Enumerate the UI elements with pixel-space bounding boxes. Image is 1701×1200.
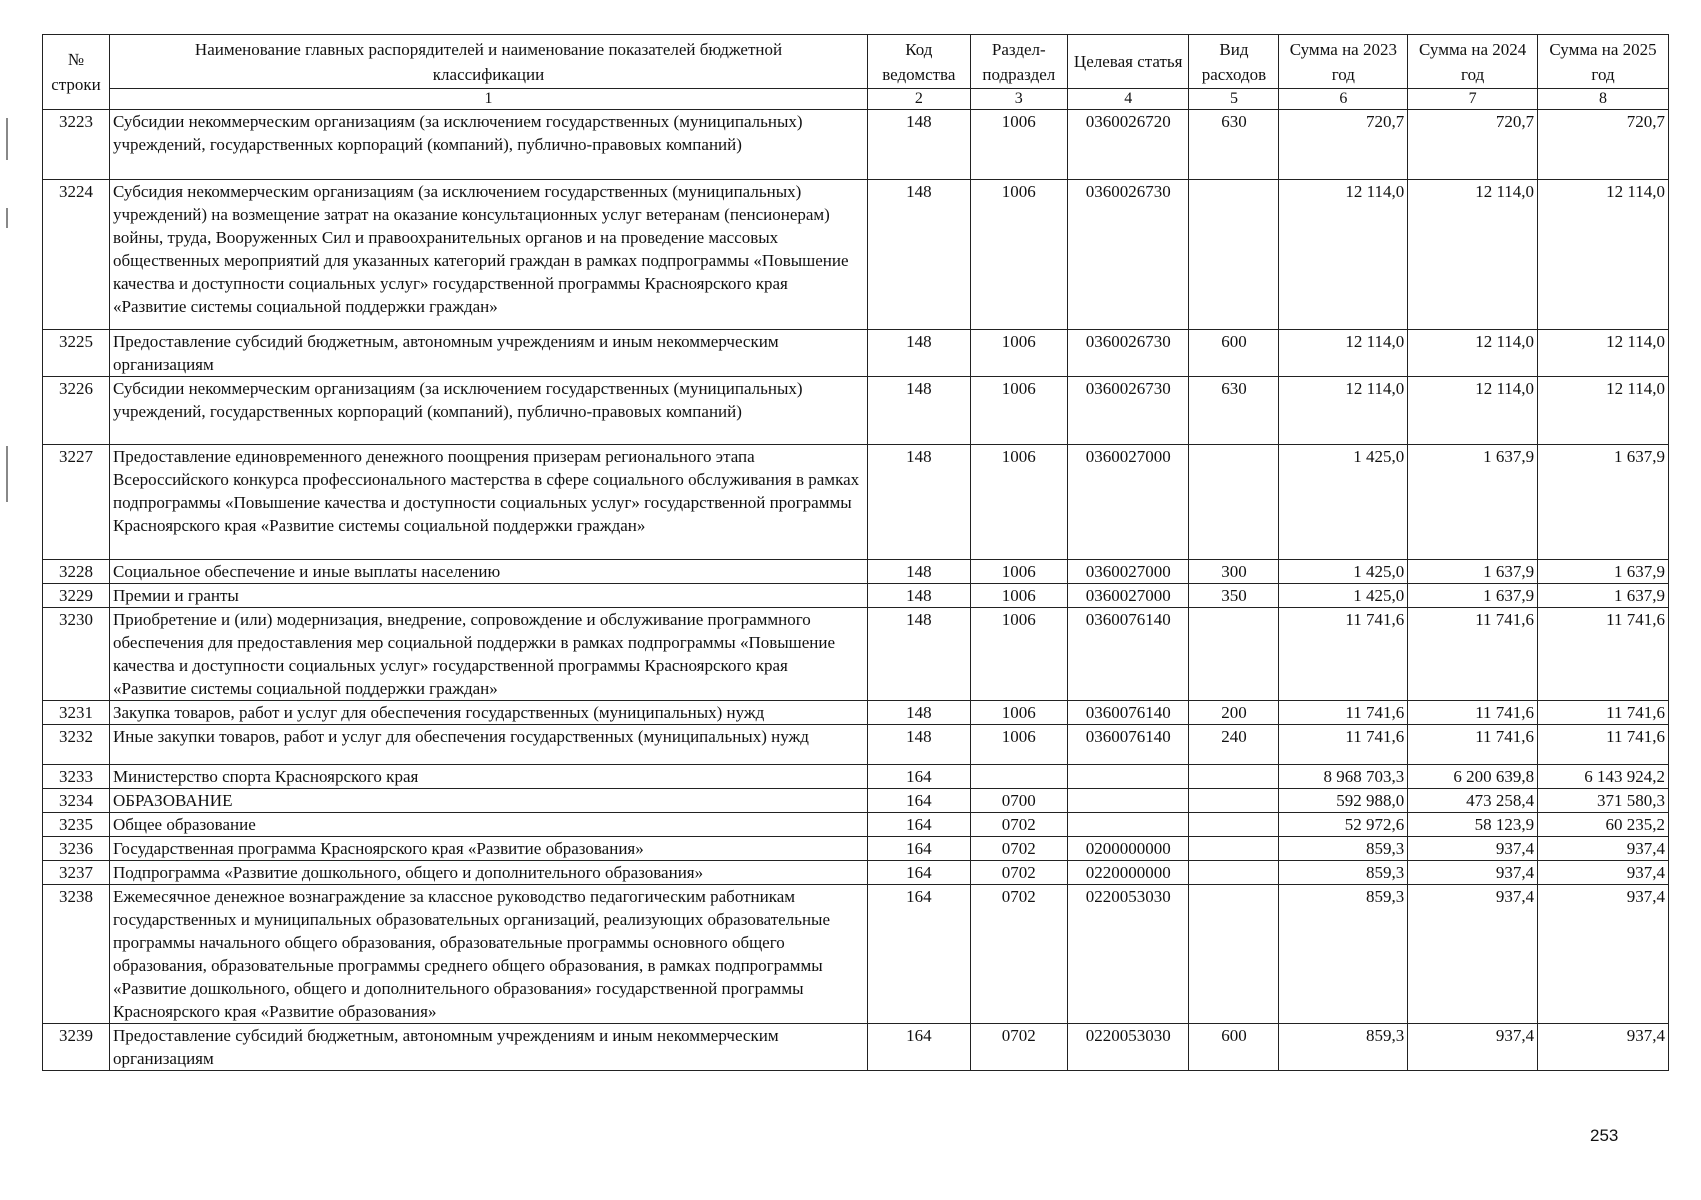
- scan-margin-mark: [6, 446, 8, 502]
- cell-razdel: 1006: [970, 560, 1067, 584]
- cell-target-article: 0360076140: [1067, 701, 1188, 725]
- cell-name: Общее образование: [110, 813, 868, 837]
- cell-target-article: 0360027000: [1067, 560, 1188, 584]
- cell-target-article: [1067, 813, 1188, 837]
- table-row: [43, 584, 1669, 608]
- header-ved: Код ведомства: [868, 35, 971, 89]
- col-number: 1: [110, 89, 868, 110]
- cell-name: Приобретение и (или) модернизация, внедрение, сопровождение и обслуживание программного обеспечения для предоставления мер социальной поддержки в рамках подпрограммы «Повышение качества и доступности социальных услуг» государственной программы Красноярского края «Развитие системы социальной поддержки граждан»: [110, 608, 868, 701]
- cell-sum-2023: 859,3: [1279, 1024, 1408, 1071]
- cell-razdel: 1006: [970, 701, 1067, 725]
- table-row: [43, 725, 1669, 765]
- cell-expense-type: 630: [1189, 377, 1279, 445]
- table-row: [43, 445, 1669, 560]
- cell-name: Предоставление субсидий бюджетным, автономным учреждениям и иным некоммерческим организациям: [110, 330, 868, 377]
- cell-razdel: 1006: [970, 330, 1067, 377]
- cell-name: Закупка товаров, работ и услуг для обеспечения государственных (муниципальных) нужд: [110, 701, 868, 725]
- cell-sum-2024: 12 114,0: [1408, 180, 1538, 330]
- cell-sum-2025: 1 637,9: [1538, 445, 1669, 560]
- cell-row-number: 3225: [43, 330, 110, 377]
- cell-ved: 148: [868, 377, 971, 445]
- cell-row-number: 3229: [43, 584, 110, 608]
- cell-expense-type: 350: [1189, 584, 1279, 608]
- cell-name: Субсидии некоммерческим организациям (за исключением государственных (муниципальных) учреждений, государственных корпораций (компаний), публично-правовых компаний): [110, 377, 868, 445]
- header-cs: Целевая статья: [1067, 35, 1188, 89]
- cell-ved: 164: [868, 1024, 971, 1071]
- cell-razdel: 0702: [970, 837, 1067, 861]
- cell-target-article: 0220000000: [1067, 861, 1188, 885]
- cell-razdel: 1006: [970, 725, 1067, 765]
- cell-sum-2024: 1 637,9: [1408, 584, 1538, 608]
- scan-margin-mark: [6, 208, 8, 228]
- cell-sum-2024: 937,4: [1408, 861, 1538, 885]
- cell-ved: 164: [868, 765, 971, 789]
- header-name: Наименование главных распорядителей и наименование показателей бюджетной классификации: [110, 35, 868, 89]
- table-body: [43, 110, 1669, 1071]
- cell-sum-2024: 12 114,0: [1408, 330, 1538, 377]
- cell-sum-2024: 11 741,6: [1408, 725, 1538, 765]
- cell-name: Социальное обеспечение и иные выплаты населению: [110, 560, 868, 584]
- cell-expense-type: [1189, 180, 1279, 330]
- col-number: 4: [1067, 89, 1188, 110]
- col-number: 3: [970, 89, 1067, 110]
- cell-sum-2025: 60 235,2: [1538, 813, 1669, 837]
- cell-ved: 164: [868, 837, 971, 861]
- cell-sum-2024: 6 200 639,8: [1408, 765, 1538, 789]
- cell-expense-type: [1189, 445, 1279, 560]
- cell-expense-type: 630: [1189, 110, 1279, 180]
- cell-sum-2023: 52 972,6: [1279, 813, 1408, 837]
- cell-target-article: 0360026730: [1067, 330, 1188, 377]
- cell-sum-2023: 1 425,0: [1279, 445, 1408, 560]
- cell-sum-2024: 58 123,9: [1408, 813, 1538, 837]
- cell-sum-2025: 720,7: [1538, 110, 1669, 180]
- cell-ved: 164: [868, 789, 971, 813]
- cell-sum-2024: 937,4: [1408, 885, 1538, 1024]
- cell-target-article: 0360027000: [1067, 445, 1188, 560]
- cell-sum-2023: 592 988,0: [1279, 789, 1408, 813]
- table-row: [43, 377, 1669, 445]
- header-razdel: Раздел-подраздел: [970, 35, 1067, 89]
- cell-target-article: 0360026720: [1067, 110, 1188, 180]
- col-number: 8: [1538, 89, 1669, 110]
- cell-row-number: 3223: [43, 110, 110, 180]
- cell-name: Субсидия некоммерческим организациям (за исключением государственных (муниципальных) учреждений) на возмещение затрат на оказание консультационных услуг ветеранам (пенсионерам) войны, труда, Вооруженных Сил и правоохранительных органов и на проведение массовых общественных мероприятий для указанных категорий граждан в рамках подпрограммы «Повышение качества и доступности социальных услуг» государственной программы Красноярского края «Развитие системы социальной поддержки граждан»: [110, 180, 868, 330]
- cell-name: Подпрограмма «Развитие дошкольного, общего и дополнительного образования»: [110, 861, 868, 885]
- header-vr: Вид расходов: [1189, 35, 1279, 89]
- cell-razdel: 1006: [970, 608, 1067, 701]
- cell-sum-2025: 1 637,9: [1538, 584, 1669, 608]
- cell-name: Премии и гранты: [110, 584, 868, 608]
- cell-row-number: 3232: [43, 725, 110, 765]
- table-row: [43, 608, 1669, 701]
- cell-row-number: 3226: [43, 377, 110, 445]
- cell-ved: 148: [868, 608, 971, 701]
- table-row: [43, 110, 1669, 180]
- cell-target-article: 0200000000: [1067, 837, 1188, 861]
- cell-name: Предоставление единовременного денежного поощрения призерам регионального этапа Всероссийского конкурса профессионального мастерства в сфере социального обслуживания в рамках подпрограммы «Повышение качества и доступности социальных услуг» государственной программы Красноярского края «Развитие системы социальной поддержки граждан»: [110, 445, 868, 560]
- table-row: [43, 701, 1669, 725]
- cell-razdel: 0702: [970, 1024, 1067, 1071]
- cell-sum-2025: 11 741,6: [1538, 725, 1669, 765]
- header-sum-2024: Сумма на 2024 год: [1408, 35, 1538, 89]
- cell-sum-2023: 11 741,6: [1279, 608, 1408, 701]
- scan-margin-mark: [6, 118, 8, 160]
- cell-expense-type: [1189, 861, 1279, 885]
- cell-row-number: 3233: [43, 765, 110, 789]
- header-sum-2023: Сумма на 2023 год: [1279, 35, 1408, 89]
- cell-razdel: 1006: [970, 584, 1067, 608]
- cell-sum-2025: 6 143 924,2: [1538, 765, 1669, 789]
- cell-razdel: 1006: [970, 377, 1067, 445]
- cell-expense-type: 200: [1189, 701, 1279, 725]
- cell-expense-type: [1189, 765, 1279, 789]
- cell-sum-2023: 12 114,0: [1279, 330, 1408, 377]
- col-number: 2: [868, 89, 971, 110]
- cell-target-article: 0220053030: [1067, 1024, 1188, 1071]
- cell-expense-type: [1189, 837, 1279, 861]
- cell-target-article: 0360026730: [1067, 377, 1188, 445]
- cell-name: Государственная программа Красноярского края «Развитие образования»: [110, 837, 868, 861]
- cell-sum-2025: 12 114,0: [1538, 330, 1669, 377]
- cell-row-number: 3234: [43, 789, 110, 813]
- table-row: [43, 885, 1669, 1024]
- cell-name: Министерство спорта Красноярского края: [110, 765, 868, 789]
- cell-razdel: 0700: [970, 789, 1067, 813]
- cell-row-number: 3235: [43, 813, 110, 837]
- cell-expense-type: [1189, 789, 1279, 813]
- cell-sum-2024: 11 741,6: [1408, 608, 1538, 701]
- cell-target-article: 0360076140: [1067, 725, 1188, 765]
- cell-sum-2023: 859,3: [1279, 885, 1408, 1024]
- cell-sum-2025: 371 580,3: [1538, 789, 1669, 813]
- table-row: [43, 837, 1669, 861]
- table-row: [43, 330, 1669, 377]
- col-number: 7: [1408, 89, 1538, 110]
- cell-ved: 164: [868, 813, 971, 837]
- cell-sum-2023: 1 425,0: [1279, 560, 1408, 584]
- table-row: [43, 1024, 1669, 1071]
- cell-razdel: 0702: [970, 885, 1067, 1024]
- cell-name: Субсидии некоммерческим организациям (за исключением государственных (муниципальных) учреждений, государственных корпораций (компаний), публично-правовых компаний): [110, 110, 868, 180]
- cell-razdel: 0702: [970, 861, 1067, 885]
- col-number: 5: [1189, 89, 1279, 110]
- budget-table: [42, 34, 1669, 1071]
- cell-target-article: [1067, 765, 1188, 789]
- cell-row-number: 3239: [43, 1024, 110, 1071]
- cell-sum-2023: 12 114,0: [1279, 180, 1408, 330]
- cell-ved: 148: [868, 110, 971, 180]
- cell-ved: 148: [868, 180, 971, 330]
- cell-sum-2025: 937,4: [1538, 837, 1669, 861]
- cell-row-number: 3230: [43, 608, 110, 701]
- cell-sum-2024: 11 741,6: [1408, 701, 1538, 725]
- cell-razdel: 1006: [970, 180, 1067, 330]
- cell-razdel: 0702: [970, 813, 1067, 837]
- cell-target-article: 0360026730: [1067, 180, 1188, 330]
- cell-ved: 148: [868, 560, 971, 584]
- cell-sum-2024: 937,4: [1408, 837, 1538, 861]
- cell-ved: 148: [868, 584, 971, 608]
- cell-row-number: 3238: [43, 885, 110, 1024]
- cell-sum-2025: 1 637,9: [1538, 560, 1669, 584]
- cell-sum-2023: 8 968 703,3: [1279, 765, 1408, 789]
- cell-expense-type: [1189, 885, 1279, 1024]
- table-row: [43, 861, 1669, 885]
- cell-sum-2023: 12 114,0: [1279, 377, 1408, 445]
- cell-expense-type: 240: [1189, 725, 1279, 765]
- cell-sum-2023: 859,3: [1279, 861, 1408, 885]
- cell-sum-2025: 12 114,0: [1538, 180, 1669, 330]
- cell-ved: 164: [868, 885, 971, 1024]
- cell-name: ОБРАЗОВАНИЕ: [110, 789, 868, 813]
- col-number: 6: [1279, 89, 1408, 110]
- header-sum-2025: Сумма на 2025 год: [1538, 35, 1669, 89]
- table-row: [43, 180, 1669, 330]
- header-num: № строки: [43, 35, 110, 110]
- table-row: [43, 560, 1669, 584]
- cell-sum-2025: 11 741,6: [1538, 608, 1669, 701]
- cell-razdel: [970, 765, 1067, 789]
- cell-row-number: 3224: [43, 180, 110, 330]
- cell-expense-type: [1189, 813, 1279, 837]
- cell-sum-2024: 937,4: [1408, 1024, 1538, 1071]
- cell-name: Ежемесячное денежное вознаграждение за классное руководство педагогическим работникам государственных и муниципальных образовательных организаций, реализующих образовательные программы начального общего образования, образовательные программы основного общего образования, образовательные программы среднего общего образования, в рамках подпрограммы «Развитие дошкольного, общего и дополнительного образования» государственной программы Красноярского края «Развитие образования»: [110, 885, 868, 1024]
- cell-sum-2025: 937,4: [1538, 885, 1669, 1024]
- cell-ved: 148: [868, 725, 971, 765]
- cell-row-number: 3231: [43, 701, 110, 725]
- cell-sum-2025: 937,4: [1538, 1024, 1669, 1071]
- cell-razdel: 1006: [970, 110, 1067, 180]
- cell-name: Предоставление субсидий бюджетным, автономным учреждениям и иным некоммерческим организациям: [110, 1024, 868, 1071]
- cell-expense-type: 600: [1189, 1024, 1279, 1071]
- cell-expense-type: [1189, 608, 1279, 701]
- cell-sum-2023: 720,7: [1279, 110, 1408, 180]
- cell-sum-2023: 859,3: [1279, 837, 1408, 861]
- table-row: [43, 789, 1669, 813]
- cell-name: Иные закупки товаров, работ и услуг для обеспечения государственных (муниципальных) нужд: [110, 725, 868, 765]
- table-row: [43, 765, 1669, 789]
- cell-ved: 164: [868, 861, 971, 885]
- cell-row-number: 3236: [43, 837, 110, 861]
- cell-sum-2025: 937,4: [1538, 861, 1669, 885]
- cell-ved: 148: [868, 445, 971, 560]
- cell-razdel: 1006: [970, 445, 1067, 560]
- cell-expense-type: 600: [1189, 330, 1279, 377]
- cell-sum-2024: 473 258,4: [1408, 789, 1538, 813]
- table-row: [43, 813, 1669, 837]
- cell-sum-2023: 11 741,6: [1279, 701, 1408, 725]
- cell-sum-2024: 1 637,9: [1408, 560, 1538, 584]
- cell-row-number: 3237: [43, 861, 110, 885]
- cell-expense-type: 300: [1189, 560, 1279, 584]
- cell-sum-2023: 11 741,6: [1279, 725, 1408, 765]
- cell-sum-2025: 11 741,6: [1538, 701, 1669, 725]
- cell-target-article: 0360027000: [1067, 584, 1188, 608]
- cell-ved: 148: [868, 701, 971, 725]
- cell-target-article: 0360076140: [1067, 608, 1188, 701]
- cell-row-number: 3228: [43, 560, 110, 584]
- cell-row-number: 3227: [43, 445, 110, 560]
- cell-sum-2024: 12 114,0: [1408, 377, 1538, 445]
- header-row: [43, 35, 1669, 89]
- cell-target-article: [1067, 789, 1188, 813]
- cell-sum-2025: 12 114,0: [1538, 377, 1669, 445]
- cell-ved: 148: [868, 330, 971, 377]
- cell-sum-2024: 720,7: [1408, 110, 1538, 180]
- cell-target-article: 0220053030: [1067, 885, 1188, 1024]
- column-number-row: [43, 89, 1669, 110]
- cell-sum-2023: 1 425,0: [1279, 584, 1408, 608]
- cell-sum-2024: 1 637,9: [1408, 445, 1538, 560]
- page-number: 253: [1590, 1126, 1619, 1145]
